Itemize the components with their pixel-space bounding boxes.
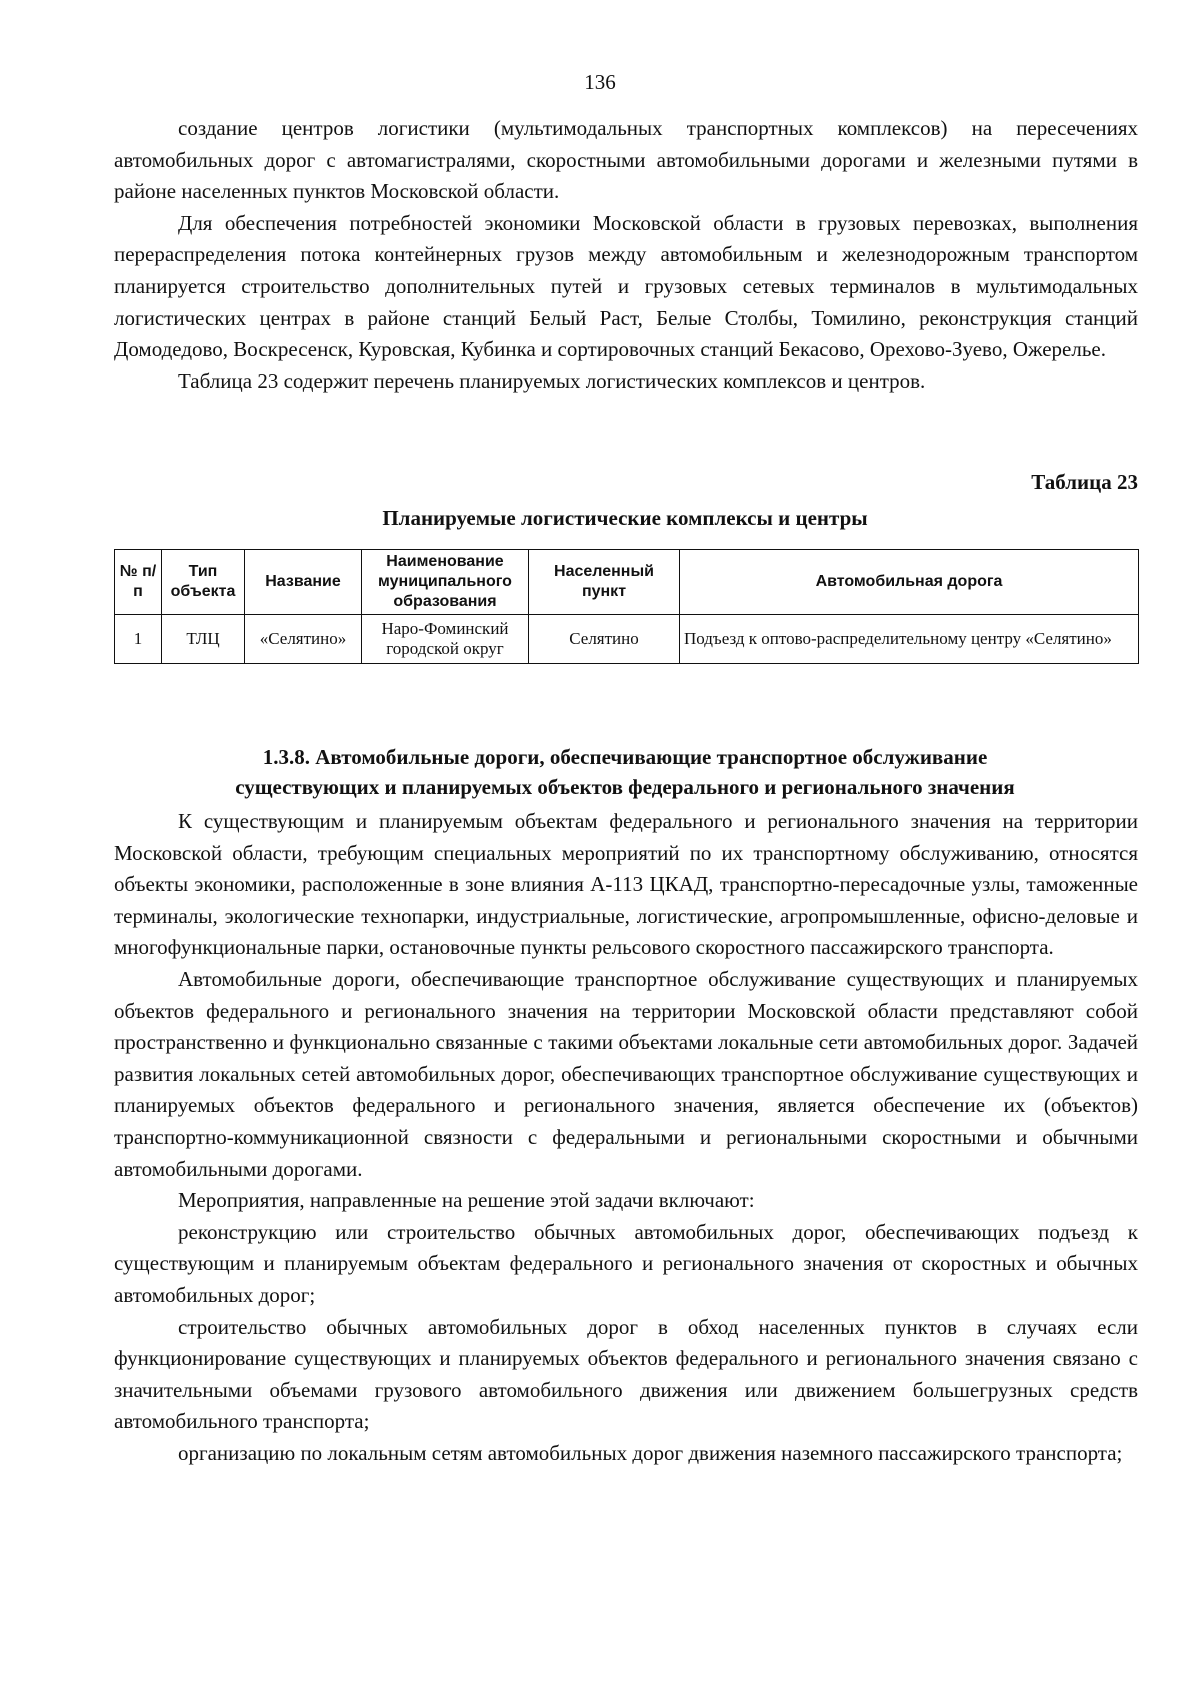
section-heading-line-2: существующих и планируемых объектов федерального и регионального значения [235,775,1015,799]
cell-road: Подъезд к оптово-распределительному центру «Селятино» [680,615,1139,664]
cell-num: 1 [115,615,162,664]
measure-item-3: организацию по локальным сетям автомобильных дорог движения наземного пассажирского транспорта; [178,1440,1123,1465]
cell-type: ТЛЦ [162,615,245,664]
intro-text [114,113,1138,397]
header-num: № п/п [115,550,162,615]
measure-item-1: реконструкцию или строительство обычных автомобильных дорог, обеспечивающих подъезд к существующим и планируемым объектам федерального и регионального значения от скоростных и обычных автомобильных дорог; [114,1219,1138,1307]
header-type: Тип объекта [162,550,245,615]
cell-name: «Селятино» [245,615,362,664]
section-paragraph-1: К существующим и планируемым объектам федерального и регионального значения на территории Московской области, требующим специальных мероприятий по их транспортному обслуживанию, относятся объекты экономики, расположенные в зоне влияния А-113 ЦКАД, транспортно-пересадочные узлы, таможенные терминалы, экологические технопарки, индустриальные, логистические, агропромышленные, офисно-деловые и многофункциональные парки, остановочные пункты рельсового скоростного пассажирского транспорта. [114,809,1138,960]
header-municipality: Наименование муниципального образования [362,550,529,615]
header-name: Название [245,550,362,615]
intro-paragraph-3: Таблица 23 содержит перечень планируемых логистических комплексов и центров. [178,368,926,393]
section-heading-line-1: 1.3.8. Автомобильные дороги, обеспечивающие транспортное обслуживание [262,745,988,769]
table-caption: Таблица 23 [1031,470,1138,494]
section-paragraph-2: Автомобильные дороги, обеспечивающие транспортное обслуживание существующих и планируемых объектов федерального и регионального значения на территории Московской области представляют собой пространственно и функционально связанные с такими объектами локальные сети автомобильных дорог. Задачей развития локальных сетей автомобильных дорог, обеспечивающих транспортное обслуживание существующих и планируемых объектов федерального и регионального значения, является обеспечение их (объектов) транспортно-коммуникационной связности с федеральными и региональными скоростными и обычными автомобильными дорогами. [114,966,1138,1181]
table-row [115,615,1139,664]
header-settlement: Населенный пункт [529,550,680,615]
measure-item-2: строительство обычных автомобильных дорог в обход населенных пунктов в случаях если функционирование существующих и планируемых объектов федерального и регионального значения связано с значительными объемами грузового автомобильного движения или движением большегрузных средств автомобильного транспорта; [114,1314,1138,1434]
page-number: 136 [584,70,616,94]
header-road: Автомобильная дорога [680,550,1139,615]
intro-paragraph-1: создание центров логистики (мультимодальных транспортных комплексов) на пересечениях автомобильных дорог с автомагистралями, скоростными автомобильными дорогами и железными путями в районе населенных пунктов Московской области. [114,116,1138,204]
section-paragraph-3: Мероприятия, направленные на решение этой задачи включают: [178,1188,755,1213]
section-text [114,806,1138,1469]
section-heading [0,742,1200,802]
table-title: Планируемые логистические комплексы и центры [382,506,868,530]
cell-municipality: Наро-Фоминский городской округ [362,615,529,664]
table-header-row [115,550,1139,615]
cell-settlement: Селятино [529,615,680,664]
logistics-table [114,549,1139,664]
intro-paragraph-2: Для обеспечения потребностей экономики Московской области в грузовых перевозках, выполнения перераспределения потока контейнерных грузов между автомобильным и железнодорожным транспортом планируется строительство дополнительных путей и грузовых сетевых терминалов в мультимодальных логистических центрах в районе станций Белый Раст, Белые Столбы, Томилино, реконструкция станций Домодедово, Воскресенск, Куровская, Кубинка и сортировочных станций Бекасово, Орехово-Зуево, Ожерелье. [114,210,1138,362]
